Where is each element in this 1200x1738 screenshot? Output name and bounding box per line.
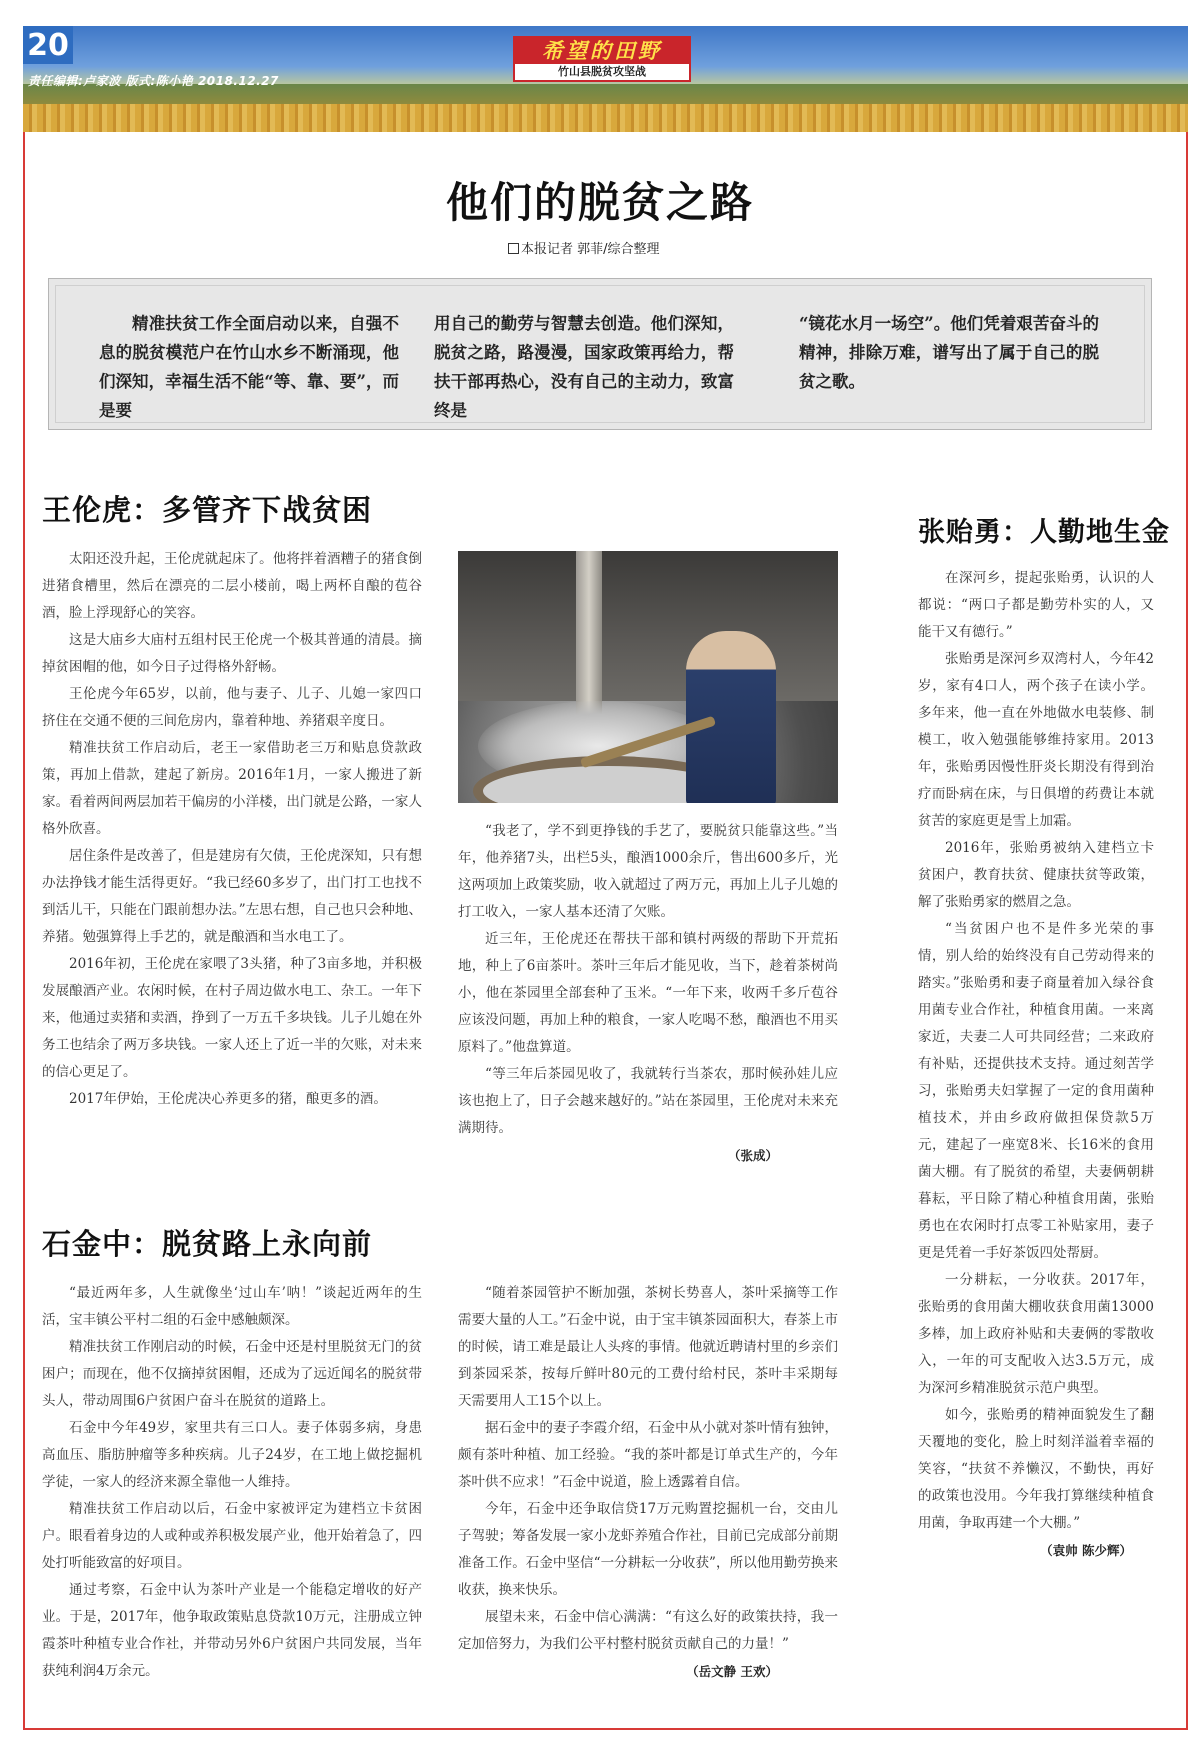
paragraph: 今年，石金中还争取信贷17万元购置挖掘机一台，交由儿子驾驶；筹备发展一家小龙虾养殖合作社，目前已完成部分前期准备工作。石金中坚信“一分耕耘一分收获”，所以他用勤劳换来收获，换来快乐。 bbox=[458, 1501, 838, 1598]
paragraph: “等三年后茶园见收了，我就转行当茶农，那时候孙娃儿应该也抱上了，日子会越来越好的。”站在茶园里，王伦虎对未来充满期待。 bbox=[458, 1066, 838, 1136]
paragraph: 精准扶贫工作启动以后，石金中家被评定为建档立卡贫困户。眼看着身边的人或种或养积极发展产业，他开始着急了，四处打听能致富的好项目。 bbox=[42, 1501, 422, 1571]
byline-text: 本报记者 郭菲/综合整理 bbox=[521, 242, 660, 257]
story2-col1 bbox=[42, 1280, 422, 1685]
summary-col-2: 用自己的勤劳与智慧去创造。他们深知，脱贫之路，路漫漫，国家政策再给力，帮扶干部再热心，没有自己的主动力，致富终是 bbox=[434, 314, 734, 420]
paragraph: 据石金中的妻子李霞介绍，石金中从小就对茶叶情有独钟，颇有茶叶种植、加工经验。“我的茶叶都是订单式生产的，今年茶叶供不应求！”石金中说道，脸上透露着自信。 bbox=[458, 1420, 838, 1490]
summary-col-3: “镜花水月一场空”。他们凭着艰苦奋斗的精神，排除万难，谱写出了属于自己的脱贫之歌。 bbox=[799, 314, 1099, 391]
paragraph: 这是大庙乡大庙村五组村民王伦虎一个极其普通的清晨。摘掉贫困帽的他，如今日子过得格外舒畅。 bbox=[42, 632, 422, 675]
story1-heading: 王伦虎：多管齐下战贫困 bbox=[42, 493, 373, 527]
paragraph: 太阳还没升起，王伦虎就起床了。他将拌着酒糟子的猪食倒进猪食槽里，然后在漂亮的二层小楼前，喝上两杯自酿的苞谷酒，脸上浮现舒心的笑容。 bbox=[42, 551, 422, 621]
edit-line: 责任编辑:卢家波 版式:陈小艳 2018.12.27 bbox=[28, 74, 279, 88]
story2-signature: （岳文静 王欢） bbox=[686, 1664, 778, 1679]
paragraph: 2016年初，王伦虎在家喂了3头猪，种了3亩多地，并积极发展酿酒产业。农闲时候，在村子周边做水电工、杂工。一年下来，他通过卖猪和卖酒，挣到了一万五千多块钱。儿子儿媳在外务工也结余了两万多块钱。一家人还上了近一半的欠账，对未来的信心更足了。 bbox=[42, 956, 422, 1080]
article-title: 他们的脱贫之路 bbox=[445, 178, 754, 227]
story1-col1 bbox=[42, 546, 422, 1113]
story3-signature: （袁帅 陈少辉） bbox=[1040, 1543, 1132, 1558]
story3-col bbox=[918, 565, 1154, 1565]
paragraph: 张贻勇是深河乡双湾村人，今年42岁，家有4口人，两个孩子在读小学。多年来，他一直在外地做水电装修、制模工，收入勉强能够维持家用。2013年，张贻勇因慢性肝炎长期没有得到治疗而卧病在床，与日俱增的药费让本就贫苦的家庭更是雪上加霜。 bbox=[918, 651, 1154, 829]
summary-col-1: 精准扶贫工作全面启动以来，自强不息的脱贫模范户在竹山水乡不断涌现，他们深知，幸福生活不能“等、靠、要”，而是要 bbox=[99, 314, 399, 420]
masthead bbox=[513, 36, 691, 82]
paragraph: 展望未来，石金中信心满满：“有这么好的政策扶持，我一定加倍努力，为我们公平村整村脱贫贡献自己的力量！” bbox=[458, 1609, 838, 1652]
summary-box bbox=[48, 278, 1152, 430]
page-number: 20 bbox=[23, 26, 73, 64]
paragraph: 居住条件是改善了，但是建房有欠债，王伦虎深知，只有想办法挣钱才能生活得更好。“我已经60多岁了，出门打工也找不到活儿干，只能在门跟前想办法。”左思右想，自己也只会种地、养猪。勉强算得上手艺的，就是酿酒和当水电工了。 bbox=[42, 848, 422, 945]
paragraph: “最近两年多，人生就像坐‘过山车’呐！”谈起近两年的生活，宝丰镇公平村二组的石金中感触颇深。 bbox=[42, 1285, 422, 1328]
paragraph: 近三年，王伦虎还在帮扶干部和镇村两级的帮助下开荒拓地，种上了6亩茶叶。茶叶三年后才能见收，当下，趁着茶树尚小，他在茶园里全部套种了玉米。“一年下来，收两千多斤苞谷应该没问题，再加上种的粮食，一家人吃喝不愁，酿酒也不用买原料了。”他盘算道。 bbox=[458, 931, 838, 1055]
story1-col2 bbox=[458, 818, 838, 1170]
paragraph: “当贫困户也不是件多光荣的事情，别人给的始终没有自己劳动得来的踏实。”张贻勇和妻子商量着加入绿谷食用菌专业合作社，种植食用菌。一来离家近，夫妻二人可共同经营；二来政府有补贴，还提供技术支持。通过刻苦学习，张贻勇夫妇掌握了一定的食用菌种植技术，并由乡政府做担保贷款5万元，建起了一座宽8米、长16米的食用菌大棚。有了脱贫的希望，夫妻俩朝耕暮耘，平日除了精心种植食用菌，张贻勇也在农闲时打点零工补贴家用，妻子更是凭着一手好茶饭四处帮厨。 bbox=[918, 921, 1154, 1261]
story2-col2 bbox=[458, 1280, 838, 1686]
byline-box-icon bbox=[508, 243, 519, 254]
paragraph: 精准扶贫工作刚启动的时候，石金中还是村里脱贫无门的贫困户；而现在，他不仅摘掉贫困帽，还成为了远近闻名的脱贫带头人，带动周围6户贫困户奋斗在脱贫的道路上。 bbox=[42, 1339, 422, 1409]
paragraph: 通过考察，石金中认为茶叶产业是一个能稳定增收的好产业。于是，2017年，他争取政策贴息贷款10万元，注册成立钟霞茶叶种植专业合作社，并带动另外6户贫困户共同发展，当年获纯利润4万余元。 bbox=[42, 1582, 422, 1679]
paragraph: 精准扶贫工作启动后，老王一家借助老三万和贴息贷款政策，再加上借款，建起了新房。2016年1月，一家人搬进了新家。看着两间两层加若干偏房的小洋楼，出门就是公路，一家人格外欣喜。 bbox=[42, 740, 422, 837]
story1-signature: （张成） bbox=[727, 1148, 778, 1163]
paragraph: 2016年，张贻勇被纳入建档立卡贫困户，教育扶贫、健康扶贫等政策，解了张贻勇家的燃眉之急。 bbox=[918, 840, 1154, 910]
masthead-title: 希望的田野 bbox=[515, 38, 689, 64]
story3-heading: 张贻勇：人勤地生金 bbox=[918, 517, 1170, 548]
paragraph: 王伦虎今年65岁，以前，他与妻子、儿子、儿媳一家四口挤住在交通不便的三间危房内，靠着种地、养猪艰辛度日。 bbox=[42, 686, 422, 729]
story1-photo bbox=[458, 551, 838, 803]
story2-heading: 石金中：脱贫路上永向前 bbox=[42, 1227, 373, 1261]
paragraph: 一分耕耘，一分收获。2017年，张贻勇的食用菌大棚收获食用菌13000多棒，加上政府补贴和夫妻俩的零散收入，一年的可支配收入达3.5万元，成为深河乡精准脱贫示范户典型。 bbox=[918, 1272, 1154, 1396]
paragraph: 2017年伊始，王伦虎决心养更多的猪，酿更多的酒。 bbox=[69, 1091, 387, 1107]
paragraph: 石金中今年49岁，家里共有三口人。妻子体弱多病，身患高血压、脂肪肿瘤等多种疾病。儿子24岁，在工地上做挖掘机学徒，一家人的经济来源全靠他一人维持。 bbox=[42, 1420, 422, 1490]
paragraph: 在深河乡，提起张贻勇，认识的人都说：“两口子都是勤劳朴实的人，又能干又有德行。” bbox=[918, 570, 1154, 640]
masthead-subtitle: 竹山县脱贫攻坚战 bbox=[558, 65, 646, 78]
byline bbox=[508, 238, 660, 257]
paragraph: “随着茶园管护不断加强，茶树长势喜人，茶叶采摘等工作需要大量的人工。”石金中说，由于宝丰镇茶园面积大，春茶上市的时候，请工难是最让人头疼的事情。他就近聘请村里的乡亲们到茶园采茶，按每斤鲜叶80元的工费付给村民，茶叶丰采期每天需要用人工15个以上。 bbox=[458, 1285, 838, 1409]
paragraph: 如今，张贻勇的精神面貌发生了翻天覆地的变化，脸上时刻洋溢着幸福的笑容，“扶贫不养懒汉，不勤快，再好的政策也没用。今年我打算继续种植食用菌，争取再建一个大棚。” bbox=[918, 1407, 1154, 1531]
paragraph: “我老了，学不到更挣钱的手艺了，要脱贫只能靠这些。”当年，他养猪7头，出栏5头，酿酒1000余斤，售出600多斤，光这两项加上政策奖励，收入就超过了两万元，再加上儿子儿媳的打工收入，一家人基本还清了欠账。 bbox=[458, 823, 838, 920]
